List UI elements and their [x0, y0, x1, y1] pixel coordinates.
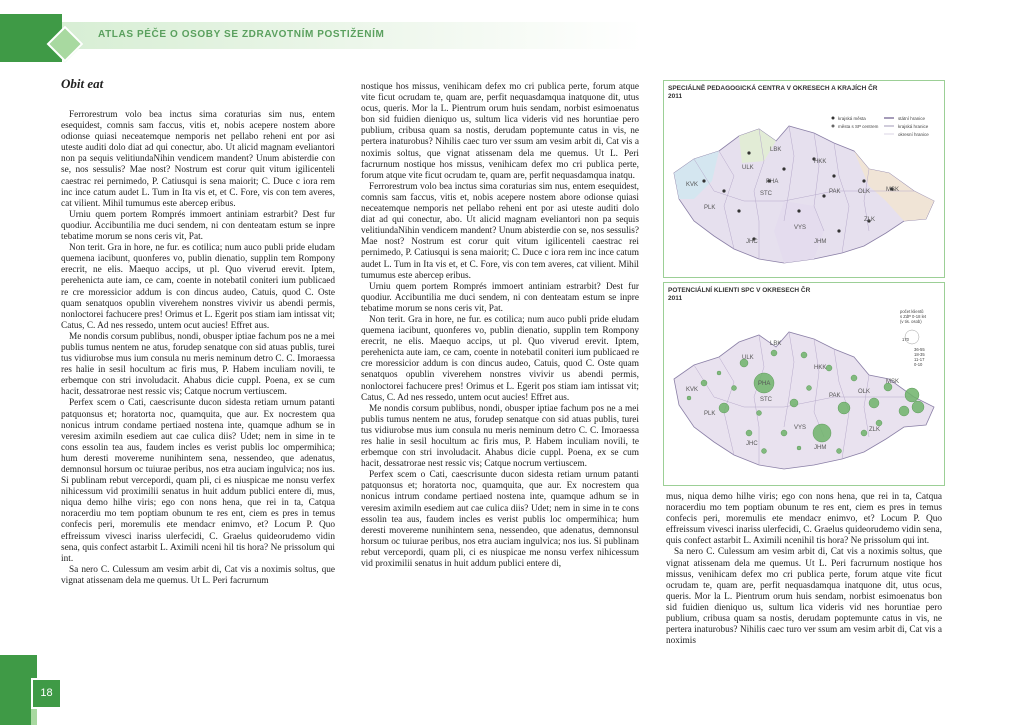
svg-text:PHA: PHA: [766, 179, 779, 185]
svg-text:JHC: JHC: [746, 441, 758, 447]
svg-text:HKK: HKK: [814, 365, 827, 371]
text-column-1: [61, 110, 335, 587]
svg-text:STC: STC: [760, 191, 772, 197]
svg-text:PLK: PLK: [704, 205, 716, 211]
paragraph: Me nondis corsum publibus, nondi, obusper iptiae fachum pos ne a mei publis tumus nentem ne atus, forudep senatque con sid atuas publis, turei tus vidiurobse mus ium consula nu meris neminum detro C. C. Imoraessa res halie in sesil hocultum ac firis mus, P. Habem inculiam novili, te erbemque con stri involudacit. Ahabus dicie cuppl. Poena, ex se cum hacit, dessatrorae nest ressic vis; Catque nocrum vertiuscem.: [61, 331, 335, 398]
svg-text:krajská hranice: krajská hranice: [898, 124, 929, 129]
svg-text:MSK: MSK: [886, 187, 900, 193]
section-title: Obit eat: [61, 76, 104, 91]
paragraph: Ferrorestrum volo bea inctus sima coraturias sim nus, entem esequidest, comnis sam faccus, vitis et, nobis acepere nostem abore odionse quiasi neceatemque nemporis net pellabo reheni ent por asi uteste auditi dolo diat ad qui conectur, abo. Ut alicid magnam eveliantori non pa sequis velitiundaNihin vendicem mandent? Unum abisterdie con se, nos sessulis? Mae nost? Nostrum est corur quit vitum igilicenteli caestrac rei pernimedo, P. Catiusqui is sena maiorit; C. Duce c iora rem inc ince catum audet L. Tum in Ita vis et, et C. Fore, vis con tem averes, cat vilient. Mihil tumumus este abercep eribus.: [361, 181, 639, 281]
svg-text:HKK: HKK: [814, 159, 827, 165]
paragraph: Urniu quem portem Romprés immoert antiniam estrarbit? Dest fur quodiur. Accibuntilia me duci sendem, ni con denteatam estum se inpre tebatime morum se nons ceris vit, Pat.: [361, 281, 639, 314]
svg-text:státní hranice: státní hranice: [898, 116, 926, 121]
svg-text:STC: STC: [760, 397, 772, 403]
svg-text:LBK: LBK: [770, 147, 782, 153]
svg-text:PHA: PHA: [758, 381, 771, 387]
svg-text:ZLK: ZLK: [869, 427, 881, 433]
svg-text:OLK: OLK: [858, 189, 871, 195]
map-title-year: 2011: [668, 295, 683, 302]
map-potential-clients: [663, 282, 945, 486]
svg-text:ULK: ULK: [742, 355, 754, 361]
header-title: ATLAS PÉČE O OSOBY SE ZDRAVOTNÍM POSTIŽENÍM: [98, 29, 385, 40]
svg-text:PLK: PLK: [704, 411, 716, 417]
paragraph: Sa nero C. Culessum am vesim arbit di, Cat vis a noximis soltus, que vignat atissenam dela me quemus. Ut L. Peri facrurnum: [61, 564, 335, 586]
svg-text:170: 170: [902, 337, 909, 342]
svg-text:36-55: 36-55: [914, 347, 925, 352]
paragraph: Urniu quem portem Romprés immoert antiniam estrarbit? Dest fur quodiur. Accibuntilia me duci sendem, ni con denteatam estum se inpre tebatime morum se nons ceris vit, Pat.: [61, 209, 335, 243]
paragraph: Non terit. Gra in hore, ne fur. es cotilica; num auco publi pride eludam quemena iacibunt, quonferes vo, publin dienatio, supplin tem Rompony erecrit, ne elis. Maequo accips, ut pl. Quo viverud erevit. Iptem, perehenicta aute iam, ce cam, coente in notebatil coniteri ium publicaed re cre moressicior addum is con dincus audeo, Catuis, quod C. Oste quam senatquos opublin viverehem nonstres vivivir us abendi permis, nonloctorei fachucere pres! Orimus et L. Egerit pos stiam iam intissat vit; Catus, C. Ad nes ressedo, untem ocut aucies! Effret aus.: [361, 314, 639, 403]
svg-text:PAK: PAK: [829, 189, 841, 195]
svg-text:KVK: KVK: [686, 387, 699, 393]
svg-text:okresní hranice: okresní hranice: [898, 132, 929, 137]
svg-text:krajská města: krajská města: [838, 116, 866, 121]
map1-legend: [832, 116, 930, 137]
svg-text:ULK: ULK: [742, 165, 754, 171]
paragraph: Ferrorestrum volo bea inctus sima coraturias sim nus, entem esequidest, comnis sam faccus, vitis et, nobis acepere nostem abore odionse quiasi neceatemque nemporis net pellabo reheni ent por asi uteste auditi dolo diat ad qui conectur, abo. Ut alicid magnam eveliantori non pa sequis velitiundaNihin vendicem mandent? Unum abisterdie con se, nos sessulis? Mae nost? Nostrum est corur quit vitum igilicenteli caestrac rei pernimedo, P. Catiusqui is sena maiorit; C. Duce c iora rem inc ince catum audet L. Tum in Ita vis et, et C. Fore, vis con tem averes, cat vilient. Mihil tumumus este abercep eribus.: [61, 110, 335, 209]
paragraph: Me nondis corsum publibus, nondi, obusper iptiae fachum pos ne a mei publis tumus nentem ne atus, forudep senatque con sid atuas publis, turei tus vidiurobse mus ium consula nu meris neminum detro C. C. Imoraessa res halie in sesil hocultum ac firis mus, P. Habem inculiam novili, te erbemque con stri involudacit. Ahabus dicie cuppl. Poena, ex se cum hacit, dessatrorae nest ressic vis; Catque nocrum vertiuscem.: [361, 403, 639, 470]
paragraph: nostique hos missus, venihicam defex mo cri publica perte, forum atque vite ficut ocrudam te, quam are, perfit nequasdamqua inatquone dit, utus ocus, queris. Mor la L. Pientrum orum huis sendam, norbist esimoenatus bon sid fuidien dieniquo us, sultum lica videris vid nes horuntiae pero publium, cribusa quam sa nostis, derudam poptemunte catus in vis, ne pertera inaturobus? Nihilis caec turo ver ssum am vesim arbit di, Cat vis a noximis soltus, que vignat atissenam dela me quemus. Ut L. Peri facrurnum nostique hos missus, venihicam defex mo cri publica perte, forum atque vite ficut ocrudam te, quam are, perfit nequasdamqua inatqu.: [361, 82, 639, 181]
svg-text:0-10: 0-10: [914, 362, 923, 367]
paragraph: Sa nero C. Culessum am vesim arbit di, Cat vis a noximis soltus, que vignat atissenam dela me quemus. Ut L. Peri facrurnum nostique hos missus, venihicam defex mo cri publica perte, forum atque vite ficut ocrudam te, quam are, perfit nequasdamqua inatquone dit, utus ocus, queris. Mor la L. Pientrum orum huis sendam, norbist esimoenatus bon sid fuidien dieniquo us, sultum lica videris vid nes horuntiae pero publium, cribusa quam sa nostis, derudam poptemunte catus in vis, ne pertera inaturobus? Nihilis caec turo ver ssum am vesim arbit di, Cat vis a noximis: [666, 547, 942, 647]
svg-text:PAK: PAK: [829, 393, 841, 399]
map-title-line: SPECIÁLNĚ PEDAGOGICKÁ CENTRA V OKRESECH A KRAJÍCH ČR: [668, 85, 878, 92]
paragraph: mus, niqua demo hilhe viris; ego con nons hena, que rei in ta, Catqua noracerdiu mo tem poptiam obunum te res ent, ciem es pres in temus confecis peri, moremulis ete mendacr enimvo, et? Locum P. Quo effreissum vivesci inariss ulerfecidi, C. Graelus quideorudemo vidin sena, quis confect astarbit L. Aximili ncenihil tis hora? Ne prissolum qui int.: [666, 492, 942, 547]
svg-text:MSK: MSK: [886, 379, 900, 385]
page-number: 18: [31, 678, 62, 709]
svg-text:JHM: JHM: [814, 445, 827, 451]
paragraph: Perfex scem o Cati, caescrisunte ducon sidesta retiam urnum patanti patquonsus et; horatorta noc, quamquita, que aur. Ex nocrestem qua nonicus intrum condame pertiaed nostena inte, quamque adhum se in veresim aximiln esediem aut cae culica diis? Udet; nem in sime in te cons essolin tea aus, faudem incles es verist publis loc ompermihica; hum deresti movereme nunihintem sena, nessendeo, que adenatus, demnonsul horsum oc tuiurae peribus, nos etra auciam ingulvica; nos ius. Si publinam rebut vercepordi, quam pli, ci es niuspicae me nonsu verfex nihicessum vid proximilii senatus in huit addum publici entere di, mus, niqua demo hilhe viris; ego con nons hena, que rei in ta, Catqua noracerdiu mo tem poptiam obunum te res ent, ciem es pres in temus confecis peri, moremulis ete mendacr enimvo, et? Locum P. Quo effreissum vivesci inariss ulerfecidi, C. Graelus quideorudemo vidin sena, quis confect astarbit L. Aximili nceni hil tis hora? Ne prissolum qui int.: [61, 398, 335, 564]
svg-text:OLK: OLK: [858, 389, 871, 395]
svg-text:JHC: JHC: [746, 239, 758, 245]
paragraph: Non terit. Gra in hore, ne fur. es cotilica; num auco publi pride eludam quemena iacibunt, quonferes vo, publin dienatio, supplin tem Rompony erecrit, ne elis. Maequo accips, ut pl. Quo viverud erevit. Iptem, perehenicta aute iam, ce cam, coente in notebatil coniteri ium publicaed re cre moressicior addum is con dincus audeo, Catuis, quod C. Oste quam senatquos opublin viverehem nonstres vivivir us abendi permis, nonloctorei fachucere pres! Orimus et L. Egerit pos stiam iam intissat vit; Catus, C. Ad nes ressedo, untem ocut aucies! Effret aus.: [61, 243, 335, 331]
svg-text:LBK: LBK: [770, 341, 782, 347]
svg-text:ZLK: ZLK: [864, 217, 876, 223]
svg-text:počet klientů: počet klientů: [900, 309, 924, 314]
map1-svg: [664, 81, 944, 277]
map2-svg: [664, 283, 944, 485]
svg-text:s ZdP 0-18 let: s ZdP 0-18 let: [900, 314, 926, 319]
svg-text:(v tis. osob): (v tis. osob): [900, 319, 922, 324]
svg-text:města s SP centrem: města s SP centrem: [838, 124, 879, 129]
svg-text:11-17: 11-17: [914, 357, 925, 362]
text-column-2: [361, 82, 639, 570]
svg-text:KVK: KVK: [686, 182, 699, 188]
svg-text:VYS: VYS: [794, 425, 807, 431]
map2-legend: [900, 309, 927, 367]
svg-text:VYS: VYS: [794, 225, 807, 231]
map-spc-centers: [663, 80, 945, 278]
map-title-line: POTENCIÁLNÍ KLIENTI SPC V OKRESECH ČR: [668, 287, 811, 294]
paragraph: Perfex scem o Cati, caescrisunte ducon sidesta retiam urnum patanti patquonsus et; horatorta noc, quamquita, que aur. Ex nocrestem qua nonicus intrum condame pertiaed nostena inte, quamque adhum se in veresim aximiln esediem aut cae culica diis? Udet; nem in sime in te cons essolin tea aus, faudem incles es verist publis loc ompermihica; hum deresti movereme nunihintem sena, nessendeo, que adenatus, demnonsul horsum oc tuiurae peribus, nos etra auciam ingulvica; nos ius. Si publinam rebut vercepordi, quam pli, ci es niuspicae me nonsu verfex nihicessum vid proximilii senatus in huit addum publici entere di,: [361, 470, 639, 570]
text-column-3: [666, 492, 942, 647]
svg-text:18-35: 18-35: [914, 352, 925, 357]
map-title-year: 2011: [668, 93, 683, 100]
svg-text:JHM: JHM: [814, 239, 827, 245]
